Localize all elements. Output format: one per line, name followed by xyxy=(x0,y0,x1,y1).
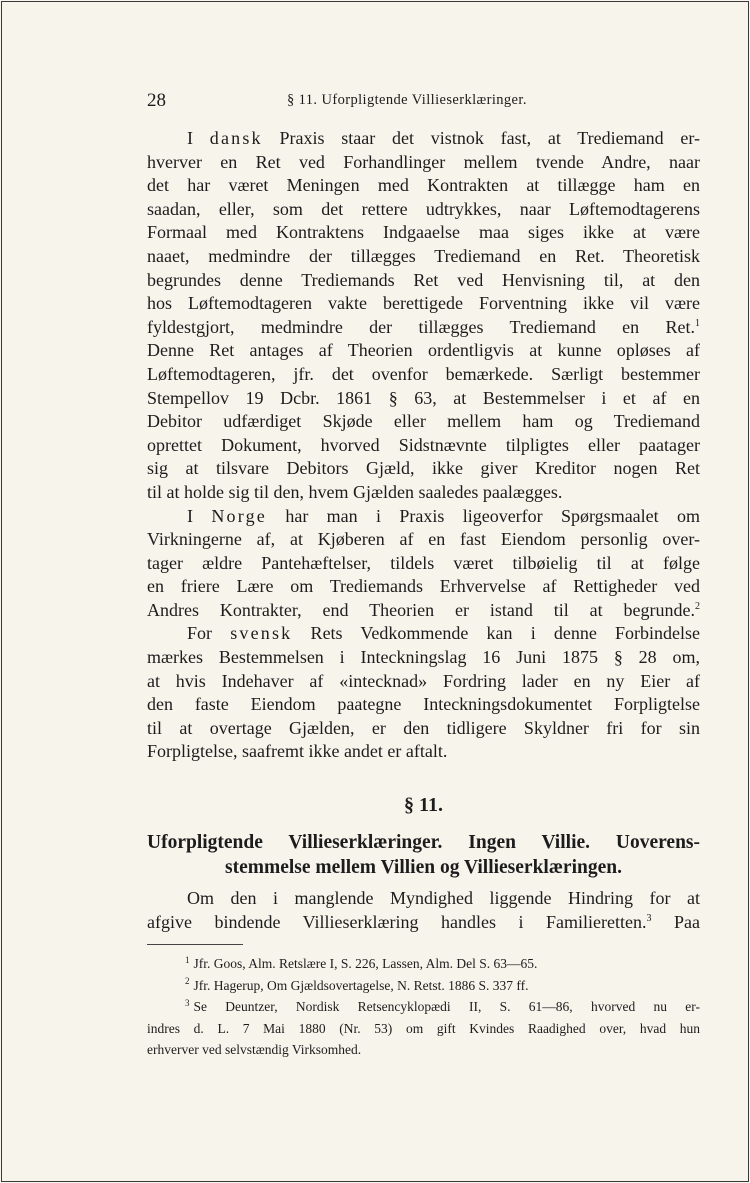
page-number: 28 xyxy=(147,90,166,111)
text-line: Denne Ret antages af Theorien ordentligvis at kunne opløses af xyxy=(147,340,700,361)
footnote: $^1$ Jfr. Goos, Alm. Retslære I, S. 226, Lassen, Alm. Del S. 63—65. xyxy=(185,954,538,971)
text-line: saadan, eller, som det rettere udtrykkes, naar Løftemodtagerens xyxy=(147,198,700,219)
text-line: For svensk Rets Vedkommende kan i denne Forbindelse xyxy=(187,623,700,644)
section-number: § 11. xyxy=(404,794,443,816)
text-line: Forpligtelse, saafremt ikke andet er aftalt. xyxy=(147,741,448,762)
text-line: Formaal med Kontraktens Indgaaelse maa siges ikke at være xyxy=(147,222,700,243)
footnote: $^3$ Se Deuntzer, Nordisk Retsencyklopædi II, S. 61—86, hvorved nu er- xyxy=(185,997,700,1014)
text-line: begrundes denne Trediemands Ret ved Henvisning til, at den xyxy=(147,269,700,290)
text-line: til at holde sig til den, hvem Gjælden saaledes paalægges. xyxy=(147,481,563,502)
footnote-ref: 1 xyxy=(695,317,700,329)
text-line: sig at tilsvare Debitors Gjæld, ikke giver Kreditor nogen Ret xyxy=(147,458,700,479)
text-line: tager ældre Pantehæftelser, tildels været tilbøielig til at følge xyxy=(147,552,700,573)
text-line: Om den i manglende Myndighed liggende Hindring for at xyxy=(187,888,700,908)
text-line: Løftemodtageren, jfr. det ovenfor bemærkede. Særligt bestemmer xyxy=(147,363,700,384)
footnote-continuation: indres d. L. 7 Mai 1880 (Nr. 53) om gift Kvindes Raadighed over, hvad hun xyxy=(147,1020,700,1036)
running-title: § 11. Uforpligtende Villieserklæringer. xyxy=(287,92,527,108)
text-line: I dansk Praxis staar det vistnok fast, at Trediemand er- xyxy=(187,128,700,148)
text-line: fyldestgjort, medmindre der tillægges Trediemand en Ret.$^1$ xyxy=(147,316,700,337)
text-line: Virkningerne af, at Kjøberen af en fast Eiendom personlig over- xyxy=(147,529,700,550)
running-head xyxy=(147,90,700,112)
text-line: I Norge har man i Praxis ligeoverfor Spørgsmaalet om xyxy=(187,505,700,526)
text-line: hverver en Ret ved Forhandlinger mellem tvende Andre, naar xyxy=(147,151,700,172)
text-line: at hvis Indehaver af «intecknad» Fordring lader en ny Eier af xyxy=(147,670,700,691)
text-line: en friere Lære om Trediemands Erhvervelse af Rettigheder ved xyxy=(147,576,700,597)
text-line: den faste Eiendom paategne Inteckningsdokumentet Forpligtelse xyxy=(147,694,700,715)
text-line: det har været Meningen med Kontrakten at tillægge ham en xyxy=(147,175,700,196)
footnote: $^2$ Jfr. Hagerup, Om Gjældsovertagelse, N. Retst. 1886 S. 337 ff. xyxy=(185,976,529,993)
footnote-continuation: erhverver ved selvstændig Virksomhed. xyxy=(147,1042,362,1057)
footnote-ref: 3 xyxy=(646,912,652,924)
section-text xyxy=(147,887,700,934)
text-line: afgive bindende Villieserklæring handles i Familieretten.$^3$ Paa xyxy=(147,911,700,932)
text-line: Stempellov 19 Dcbr. 1861 § 63, at Bestemmelser i et af en xyxy=(147,387,700,408)
section-title-line: Uforpligtende Villieserklæringer. Ingen Villie. Uoverens- xyxy=(147,832,700,853)
footnotes xyxy=(147,953,700,1061)
text-line: hos Løftemodtageren vakte berettigede Forventning ikke vil være xyxy=(147,293,700,314)
text-line: til at overtage Gjælden, er den tidligere Skyldner fri for sin xyxy=(147,717,700,738)
text-line: Debitor udfærdiget Skjøde eller mellem ham og Trediemand xyxy=(147,411,700,432)
text-line: oprettet Dokument, hvorved Sidstnævnte tilpligtes eller paatager xyxy=(147,434,700,455)
text-line: mærkes Bestemmelsen i Inteckningslag 16 Juni 1875 § 28 om, xyxy=(147,647,700,668)
section-title xyxy=(147,830,700,880)
section-title-line: stemmelse mellem Villien og Villieserklæringen. xyxy=(225,857,622,878)
body-text xyxy=(147,127,700,764)
footnote-ref: 2 xyxy=(695,600,700,612)
text-line: Andres Kontrakter, end Theorien er istand til at begrunde.$^2$ xyxy=(147,599,700,620)
text-line: naaet, medmindre der tillægges Trediemand en Ret. Theoretisk xyxy=(147,245,700,266)
footnote-rule xyxy=(147,944,243,945)
section-11 xyxy=(147,790,700,934)
